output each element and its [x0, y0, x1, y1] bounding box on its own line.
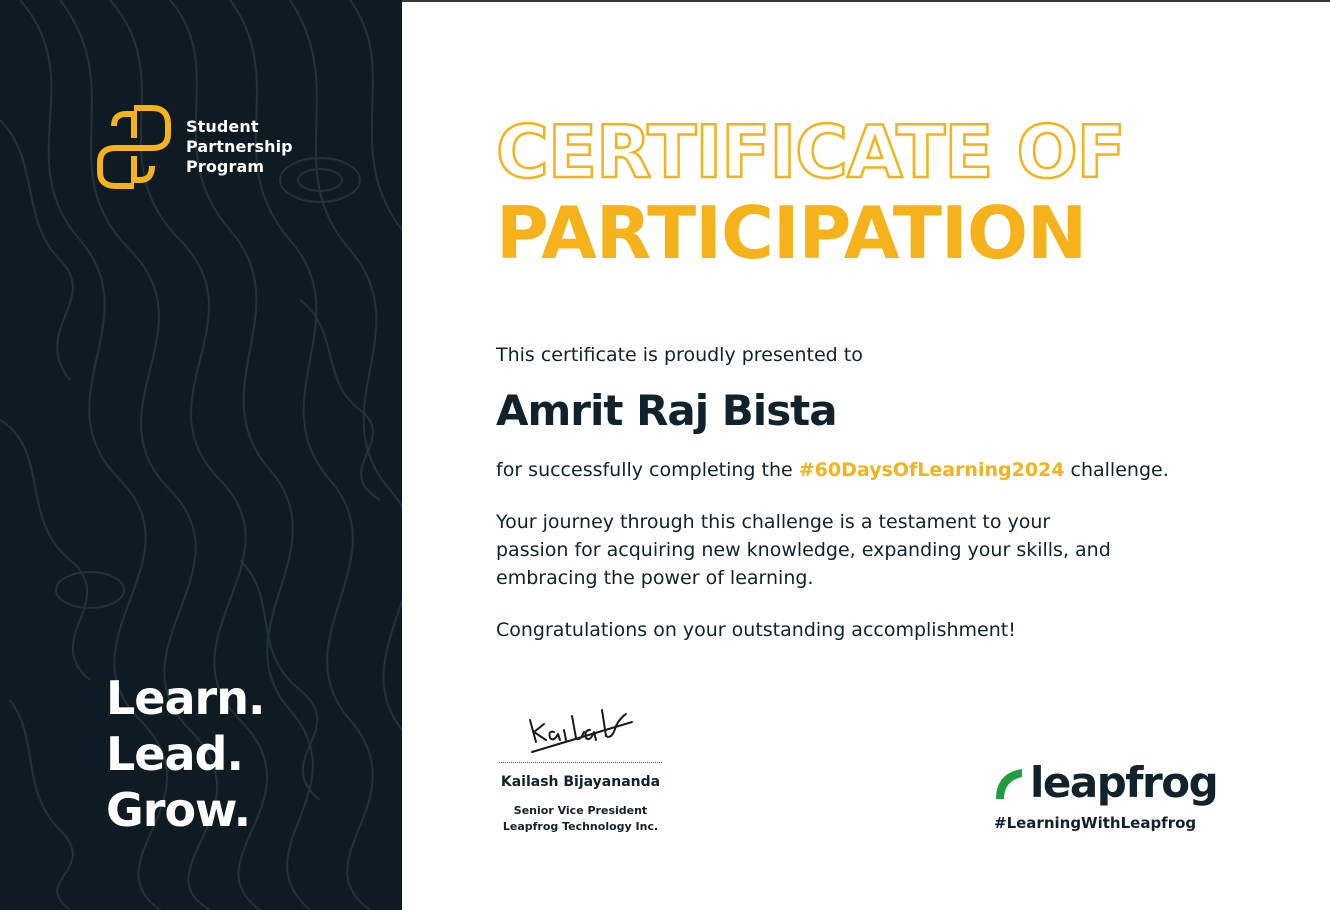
left-panel: [0, 0, 402, 910]
leapfrog-wordmark: leapfrog: [1030, 758, 1218, 807]
leapfrog-logo: [992, 758, 1217, 808]
congratulations-text: Congratulations on your outstanding accomplishment!: [496, 619, 1016, 641]
journey-paragraph: [496, 508, 1196, 592]
brand-line: Student: [186, 117, 259, 136]
spp-emblem-icon: [94, 104, 172, 190]
motto-line: Learn.: [106, 671, 265, 725]
journey-line: embracing the power of learning.: [496, 567, 814, 589]
brand-line: Program: [186, 157, 265, 176]
journey-line: Your journey through this challenge is a testament to your: [496, 511, 1051, 533]
spp-brand-text: [186, 117, 293, 177]
reason-after: challenge.: [1064, 459, 1169, 481]
presented-text: This certificate is proudly presented to: [496, 344, 863, 366]
handwritten-signature: [520, 690, 640, 760]
signatory-title-line: Leapfrog Technology Inc.: [502, 820, 659, 833]
reason-text: [496, 459, 1169, 481]
brand-line: Partnership: [186, 137, 293, 156]
signatory-title: [499, 803, 662, 835]
leapfrog-leaf-icon: [992, 763, 1026, 803]
certificate-title-outline: CERTIFICATE OF: [496, 110, 1125, 194]
signatory-name: Kailash Bijayananda: [500, 774, 661, 790]
leapfrog-hashtag: #LearningWithLeapfrog: [994, 814, 1197, 832]
certificate-title-solid: PARTICIPATION: [496, 191, 1087, 275]
student-partnership-logo: [94, 104, 293, 190]
motto: [106, 670, 264, 838]
challenge-hashtag: #60DaysOfLearning2024: [798, 459, 1065, 481]
motto-line: Lead.: [106, 727, 243, 781]
journey-line: passion for acquiring new knowledge, expanding your skills, and: [496, 539, 1111, 561]
reason-before: for successfully completing the: [496, 459, 799, 481]
top-border: [402, 0, 1330, 2]
recipient-name: Amrit Raj Bista: [496, 386, 837, 435]
motto-line: Grow.: [106, 783, 251, 837]
signatory-title-line: Senior Vice President: [513, 804, 648, 817]
signature-line: [499, 762, 662, 763]
